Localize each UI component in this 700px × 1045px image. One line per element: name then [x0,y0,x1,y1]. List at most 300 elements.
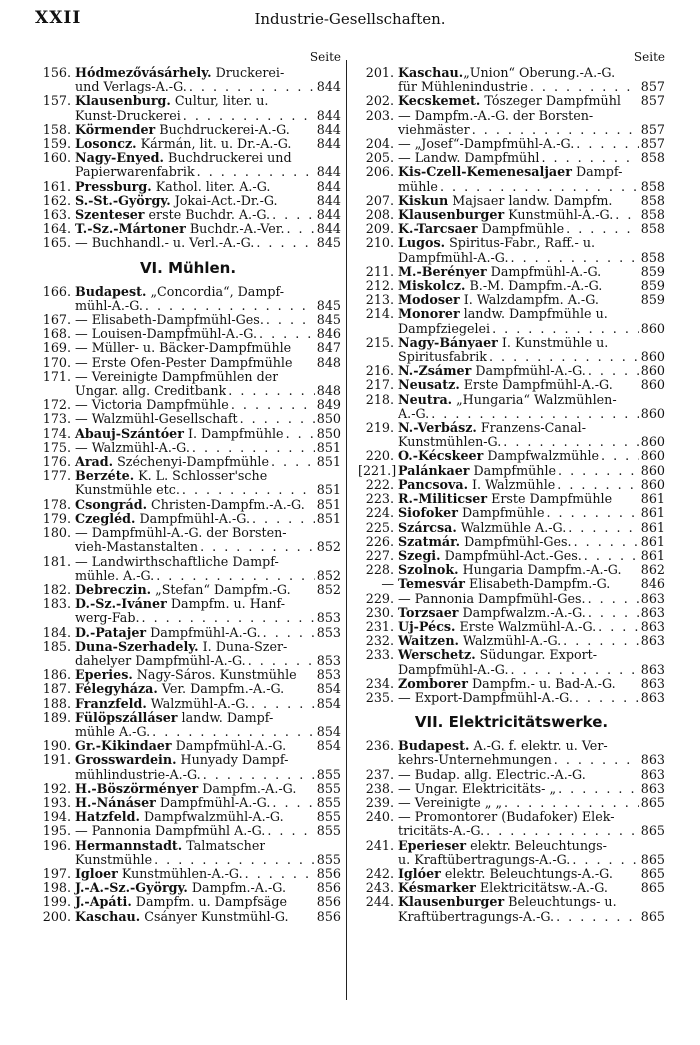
entry-text [358,307,608,321]
company-location: Temesvár [398,577,465,592]
entry-line [35,697,341,711]
index-column-left [35,48,341,924]
company-location: Klausenburg. [75,94,171,109]
entry-text [358,796,502,810]
company-description: I. Duna-Szer- [198,639,288,654]
entry-text [358,535,572,549]
index-entry [358,549,665,563]
page-reference: 860 [640,448,665,464]
company-location: H.-Nánáser [75,795,156,810]
company-location: J.-Apáti. [75,895,132,910]
company-location: M.-Berényer [398,264,487,279]
page-title: Industrie-Gesellschaften. [254,10,446,28]
index-list-left [35,66,341,924]
company-description: Spiritus-Fabr., Raff.- u. [445,236,596,251]
leader-dots [501,435,639,449]
index-entry [358,137,665,151]
company-description: — Dampfmühl-A.-G. der Borsten- [75,526,287,541]
leader-dots [249,697,315,711]
index-entry [358,66,665,94]
entry-number: 210. [365,236,394,251]
entry-text [358,66,615,80]
leader-dots [226,384,315,398]
entry-line [358,449,665,463]
leader-dots [429,407,639,421]
company-description: und Verlags-A.-G. [75,80,187,95]
entry-number: 176. [42,455,71,470]
entry-number: 236. [365,739,394,754]
page-reference: 855 [316,766,341,782]
entry-text [358,549,582,563]
page-reference: 861 [640,491,665,507]
entry-line [358,739,665,753]
entry-number: 213. [365,293,394,308]
entry-line [35,611,341,625]
page-reference: 852 [316,539,341,555]
index-entry [35,910,341,924]
page-reference: 863 [640,633,665,649]
entry-line [35,512,341,526]
page-reference: 863 [640,780,665,796]
company-location: Nagy-Enyed. [75,151,164,166]
entry-text [358,421,586,435]
company-location: Igloer [75,866,118,881]
entry-line [358,634,665,648]
entry-text [35,180,270,194]
entry-line [358,464,665,478]
entry-text [398,824,484,838]
company-description: elektr. Beleuchtungs-A.-G. [440,866,613,881]
entry-number: 165. [42,236,71,251]
index-entry [358,279,665,293]
entry-text [75,768,201,782]
entry-line [35,640,341,654]
entry-line [35,711,341,725]
entry-line [358,895,665,909]
page-reference: 860 [640,363,665,379]
index-entry [35,682,341,696]
entry-text [358,677,616,691]
page-reference: 857 [640,136,665,152]
entry-line [358,180,665,194]
page-reference: 856 [316,865,341,881]
entry-line [35,839,341,853]
entry-text [75,483,180,497]
entry-number: 232. [365,634,394,649]
entry-number: 229. [365,591,394,606]
entry-text [35,498,305,512]
index-entry [35,137,341,151]
company-description: Hungaria Dampfm.-A.-G. [458,563,622,578]
leader-dots [561,634,639,648]
company-description: Dampfmühl-A.-G. [471,364,586,379]
company-description: Walzmühl-A.-G. [146,696,249,711]
entry-text [398,322,490,336]
index-column-right [358,48,665,924]
entry-text [358,393,617,407]
page-reference: 865 [640,865,665,881]
page-header [35,8,665,36]
entry-line [35,165,341,179]
index-entry [358,236,665,264]
entry-line [35,66,341,80]
page-reference: 858 [640,192,665,208]
company-location: Waitzen. [398,634,459,649]
entry-number: 234. [365,676,394,691]
entry-number: 175. [42,440,71,455]
entry-number: 211. [365,264,394,279]
company-description: mühlindustrie-A.-G. [75,767,201,782]
entry-text [75,611,140,625]
entry-line [35,341,341,355]
entry-text [358,265,601,279]
entry-text [35,66,284,80]
leader-dots [509,663,639,677]
entry-number: 207. [365,193,394,208]
entry-text [358,236,595,250]
company-location: T.-Sz.-Mártoner [75,222,186,237]
index-entry [358,492,665,506]
entry-line [358,606,665,620]
leader-dots [599,449,639,463]
company-description: Dampfmühl-Act.-Ges. [440,548,582,563]
entry-number: 197. [42,866,71,881]
company-description: elektr. Beleuchtungs- [466,838,607,853]
entry-line [35,313,341,327]
entry-line [358,592,665,606]
company-description: mühl-A.-G. [75,298,143,313]
index-entry [35,640,341,668]
company-description: Dampfwalzmühl-A.-G. [139,810,284,825]
entry-text [35,682,284,696]
entry-line [35,94,341,108]
leader-dots [564,222,639,236]
entry-line [35,583,341,597]
entry-line [358,753,665,767]
company-location: Neutra. [398,392,453,407]
company-description: — Landwirthschaftliche Dampf- [75,554,279,569]
company-description: — Victoria Dampfmühle [75,398,229,413]
index-entry [35,208,341,222]
company-description: I. Walzmühle [468,477,556,492]
index-entry [358,364,665,378]
index-entry [35,597,341,625]
entry-text [35,94,268,108]
company-location: Arad. [75,455,114,470]
page-reference: 856 [316,880,341,896]
entry-text [35,640,287,654]
entry-line [35,782,341,796]
page-reference: 851 [316,439,341,455]
index-entry [35,469,341,497]
index-entry [358,208,665,222]
entry-text [358,634,561,648]
page-reference: 863 [640,604,665,620]
page-reference: 846 [640,576,665,592]
page-reference: 860 [640,349,665,365]
company-description: — Export-Dampfmühl-A.-G. [398,690,573,705]
index-entry [35,824,341,838]
entry-text [35,512,250,526]
company-description: Dampfmühl-A.-G. [171,739,287,754]
company-location: Hatzfeld. [75,810,140,825]
entry-line [35,370,341,384]
index-entry [358,563,665,577]
entry-number: 163. [42,208,71,223]
page-reference: 852 [316,581,341,597]
entry-text [398,123,470,137]
company-description: — Budap. allg. Electric.-A.-G. [398,767,586,782]
entry-number: 231. [365,619,394,634]
entry-line [358,293,665,307]
company-description: Dampfm.- u. Bad-A.-G. [467,676,616,691]
company-description: I. Kunstmühle u. [497,335,609,350]
company-location: S.-St.-György. [75,193,171,208]
page-reference: 865 [640,880,665,896]
page-reference: 844 [316,164,341,180]
page-reference: 861 [640,505,665,521]
entry-number: 200. [42,909,71,924]
entry-line [35,427,341,441]
entry-number: 158. [42,122,71,137]
entry-number: 219. [365,421,394,436]
index-entry [35,341,341,355]
page-reference: 844 [316,192,341,208]
company-location: Franzfeld. [75,696,147,711]
page-reference: 859 [640,278,665,294]
leader-dots [264,313,315,327]
company-description: Széchenyi-Dampfmühle [113,455,269,470]
entry-number: 202. [365,94,394,109]
entry-text [75,299,143,313]
company-description: Dampfmühl-A.-G. [155,795,271,810]
index-entry [35,370,341,398]
page-reference: 860 [640,405,665,421]
leader-dots [544,506,638,520]
company-description: Tószeger Dampfmühl [480,94,621,109]
company-description: u. Kraftübertragungs-A.-G. [398,852,571,867]
leader-dots [243,867,315,881]
leader-dots [586,606,639,620]
index-entry [358,222,665,236]
index-entry [35,668,341,682]
entry-text [35,782,296,796]
entry-number: 209. [365,222,394,237]
company-description: Erste Dampfmühl-A.-G. [459,378,613,393]
entry-number: 187. [42,682,71,697]
page-reference: 852 [316,567,341,583]
page-reference: 857 [640,79,665,95]
entry-text [35,881,286,895]
entry-text [35,285,284,299]
index-entry [35,753,341,781]
entry-line [358,478,665,492]
entry-text [358,478,555,492]
company-description: Dampfmühl-A.-G. [146,625,261,640]
entry-text [35,526,287,540]
company-location: Szárcsa. [398,520,457,535]
leader-dots [554,910,639,924]
page-reference: 857 [640,93,665,109]
entry-line [35,384,341,398]
company-location: Csongrád. [75,497,147,512]
index-entry [358,739,665,767]
entry-text [35,370,278,384]
company-description: Dampfm.-A.-G. [187,881,287,896]
company-description: Dampfmühl-Ges. [460,534,572,549]
page-reference: 863 [640,689,665,705]
entry-text [35,427,284,441]
leader-dots [566,521,639,535]
entry-number: 186. [42,668,71,683]
leader-dots [201,768,315,782]
page-reference: 854 [316,695,341,711]
entry-line [358,66,665,80]
entry-text [358,464,556,478]
company-description: erste Buchdr. A.-G. [144,208,271,223]
page-reference: 853 [316,610,341,626]
entry-text [75,540,198,554]
entry-number: 218. [365,392,394,407]
company-description: — Vereinigte Dampfmühlen der [75,369,279,384]
seite-label: Seite [633,50,665,64]
company-location: Eperies. [75,668,133,683]
entry-text [358,109,593,123]
company-description: Kunstmühle etc. [75,483,180,498]
page-reference: 863 [640,752,665,768]
entry-number: 156. [42,66,71,80]
index-entry [35,526,341,554]
page-reference: 863 [640,590,665,606]
entry-number: 215. [365,335,394,350]
entry-number: 183. [42,597,71,612]
company-location: Gr.-Kikindaer [75,739,172,754]
entry-line [358,407,665,421]
leader-dots [596,620,639,634]
index-entry [358,151,665,165]
entry-text [358,620,596,634]
entry-number: 171. [42,369,71,384]
company-description: Dampfm. u. Hanf- [166,597,286,612]
entry-line [35,597,341,611]
entry-text [358,208,613,222]
company-description: I. Walzdampfm. A.-G. [459,293,599,308]
entry-number: 162. [42,193,71,208]
page-reference: 854 [316,738,341,754]
company-description: „Hungaria“ Walzmühlen- [452,392,617,407]
index-entry [358,293,665,307]
page-reference: 860 [640,434,665,450]
company-description: werg-Fab. [75,611,140,626]
entry-line [35,356,341,370]
company-description: Kunst-Druckerei [75,108,181,123]
page-reference: 844 [316,221,341,237]
entry-line [35,498,341,512]
page-reference: 845 [316,297,341,313]
entry-text [398,435,501,449]
entry-number: 240. [365,810,394,825]
entry-number: 164. [42,222,71,237]
company-location: Hermannstadt. [75,838,183,853]
entry-number: 177. [42,469,71,484]
entry-line [35,222,341,236]
company-description: „Stefan“ Dampfm.-G. [151,582,291,597]
entry-number: 214. [365,307,394,322]
entry-number: 223. [365,492,394,507]
entry-text [398,251,509,265]
entry-number: 233. [365,648,394,663]
entry-number: 198. [42,881,71,896]
entry-number: 217. [365,378,394,393]
entry-line [358,577,665,591]
index-entry [358,577,665,591]
entry-text [358,739,608,753]
entry-number: 173. [42,412,71,427]
company-location: Iglóer [398,866,441,881]
index-entry [358,94,665,108]
company-description: Cultur, liter. u. [170,94,269,109]
entry-number: 204. [365,137,394,152]
company-description: Dampfm.-A.-G. [198,781,297,796]
company-description: Kunstmühl-A.-G. [504,208,614,223]
entry-text [358,606,586,620]
company-location: Duna-Szerhadely. [75,639,199,654]
index-entry [358,378,665,392]
entry-text [35,398,229,412]
entry-text [35,341,291,355]
entry-line [35,526,341,540]
entry-line [358,648,665,662]
entry-text [35,796,270,810]
entry-number: 227. [365,548,394,563]
leader-dots [502,796,639,810]
entry-line [358,506,665,520]
entry-text [35,895,287,909]
entry-number: 205. [365,151,394,166]
leader-dots [195,165,315,179]
company-location: Kis-Czell-Kemenesaljaer [398,165,572,180]
leader-dots [574,137,639,151]
entry-line [358,782,665,796]
entry-number: 226. [365,534,394,549]
index-entry [358,620,665,634]
company-description: Franzens-Canal- [476,421,586,436]
entry-number: 194. [42,810,71,825]
leader-dots [190,441,315,455]
entry-line [35,867,341,881]
entry-text [35,839,265,853]
company-location: Szenteser [75,208,145,223]
company-description: — Pannonia Dampfmühl-Ges. [398,591,586,606]
entry-number: 190. [42,739,71,754]
index-entry [35,236,341,250]
entry-line [358,563,665,577]
entry-text [35,668,297,682]
company-description: Papierwarenfabrik [75,165,195,180]
company-description: Kármán, lit. u. Dr.-A.-G. [136,137,292,152]
entry-number: 238. [365,781,394,796]
page-reference: 848 [316,354,341,370]
company-location: Losoncz. [75,137,137,152]
leader-dots [573,691,639,705]
entry-number: 222. [365,477,394,492]
entry-text [35,555,279,569]
page-reference: 860 [640,320,665,336]
leader-dots [572,535,639,549]
entry-text [75,725,150,739]
index-entry [358,881,665,895]
page-reference: 854 [316,723,341,739]
